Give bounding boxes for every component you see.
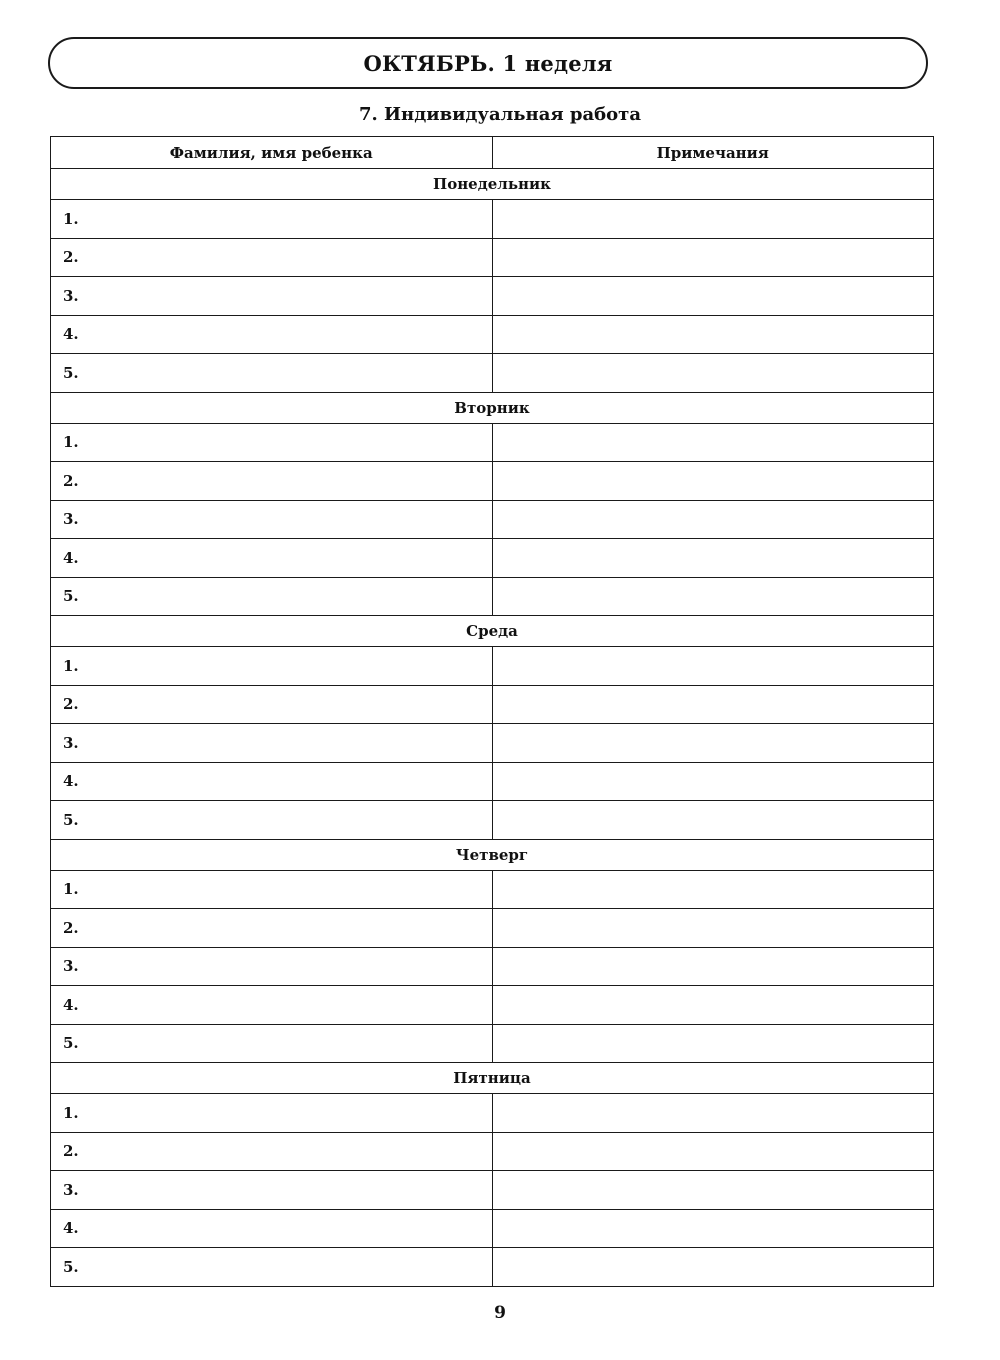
child-name-cell[interactable]: 3. bbox=[51, 1171, 493, 1210]
notes-cell[interactable] bbox=[492, 462, 934, 501]
notes-cell[interactable] bbox=[492, 315, 934, 354]
day-label: Вторник bbox=[51, 392, 934, 423]
notes-cell[interactable] bbox=[492, 870, 934, 909]
individual-work-table bbox=[50, 136, 934, 1287]
notes-cell[interactable] bbox=[492, 801, 934, 840]
child-name-cell[interactable]: 1. bbox=[51, 647, 493, 686]
notes-cell[interactable] bbox=[492, 762, 934, 801]
child-name-cell[interactable]: 1. bbox=[51, 870, 493, 909]
table-row bbox=[51, 724, 934, 763]
notes-cell[interactable] bbox=[492, 1209, 934, 1248]
table-row bbox=[51, 1094, 934, 1133]
notes-cell[interactable] bbox=[492, 724, 934, 763]
notes-cell[interactable] bbox=[492, 685, 934, 724]
child-name-cell[interactable]: 4. bbox=[51, 315, 493, 354]
table-row bbox=[51, 986, 934, 1025]
notes-cell[interactable] bbox=[492, 1132, 934, 1171]
child-name-cell[interactable]: 3. bbox=[51, 947, 493, 986]
table-row bbox=[51, 947, 934, 986]
notes-cell[interactable] bbox=[492, 500, 934, 539]
notes-cell[interactable] bbox=[492, 986, 934, 1025]
table-row bbox=[51, 1209, 934, 1248]
child-name-cell[interactable]: 1. bbox=[51, 423, 493, 462]
child-name-cell[interactable]: 2. bbox=[51, 1132, 493, 1171]
table-row bbox=[51, 462, 934, 501]
table-row bbox=[51, 1132, 934, 1171]
table-row bbox=[51, 354, 934, 393]
column-header-notes: Примечания bbox=[492, 137, 934, 169]
table-row bbox=[51, 577, 934, 616]
notes-cell[interactable] bbox=[492, 1171, 934, 1210]
child-name-cell[interactable]: 4. bbox=[51, 986, 493, 1025]
day-label: Четверг bbox=[51, 839, 934, 870]
day-row bbox=[51, 839, 934, 870]
day-label: Пятница bbox=[51, 1063, 934, 1094]
child-name-cell[interactable]: 5. bbox=[51, 577, 493, 616]
notes-cell[interactable] bbox=[492, 277, 934, 316]
child-name-cell[interactable]: 3. bbox=[51, 500, 493, 539]
child-name-cell[interactable]: 5. bbox=[51, 801, 493, 840]
table-row bbox=[51, 1024, 934, 1063]
table-row bbox=[51, 315, 934, 354]
table-row bbox=[51, 647, 934, 686]
table-header-row bbox=[51, 137, 934, 169]
child-name-cell[interactable]: 2. bbox=[51, 238, 493, 277]
table-row bbox=[51, 685, 934, 724]
child-name-cell[interactable]: 1. bbox=[51, 200, 493, 239]
table-row bbox=[51, 238, 934, 277]
table-row bbox=[51, 277, 934, 316]
table-row bbox=[51, 762, 934, 801]
child-name-cell[interactable]: 1. bbox=[51, 1094, 493, 1133]
child-name-cell[interactable]: 2. bbox=[51, 462, 493, 501]
table-row bbox=[51, 1248, 934, 1287]
day-row bbox=[51, 392, 934, 423]
month-week-banner bbox=[48, 37, 928, 89]
notes-cell[interactable] bbox=[492, 577, 934, 616]
column-header-child-name: Фамилия, имя ребенка bbox=[51, 137, 493, 169]
child-name-cell[interactable]: 4. bbox=[51, 762, 493, 801]
table-row bbox=[51, 1171, 934, 1210]
table-row bbox=[51, 539, 934, 578]
child-name-cell[interactable]: 4. bbox=[51, 539, 493, 578]
month-week-title: ОКТЯБРЬ. 1 неделя bbox=[363, 50, 613, 76]
table-body bbox=[51, 169, 934, 1287]
child-name-cell[interactable]: 5. bbox=[51, 1248, 493, 1287]
notes-cell[interactable] bbox=[492, 1024, 934, 1063]
day-row bbox=[51, 616, 934, 647]
notes-cell[interactable] bbox=[492, 647, 934, 686]
table-row bbox=[51, 909, 934, 948]
day-row bbox=[51, 169, 934, 200]
day-row bbox=[51, 1063, 934, 1094]
notes-cell[interactable] bbox=[492, 1094, 934, 1133]
child-name-cell[interactable]: 3. bbox=[51, 724, 493, 763]
child-name-cell[interactable]: 4. bbox=[51, 1209, 493, 1248]
notes-cell[interactable] bbox=[492, 423, 934, 462]
child-name-cell[interactable]: 2. bbox=[51, 909, 493, 948]
table-row bbox=[51, 500, 934, 539]
table-row bbox=[51, 870, 934, 909]
page-number: 9 bbox=[494, 1303, 506, 1323]
notes-cell[interactable] bbox=[492, 1248, 934, 1287]
notes-cell[interactable] bbox=[492, 238, 934, 277]
notes-cell[interactable] bbox=[492, 354, 934, 393]
notes-cell[interactable] bbox=[492, 909, 934, 948]
notes-cell[interactable] bbox=[492, 539, 934, 578]
child-name-cell[interactable]: 2. bbox=[51, 685, 493, 724]
notes-cell[interactable] bbox=[492, 200, 934, 239]
child-name-cell[interactable]: 5. bbox=[51, 1024, 493, 1063]
section-title: 7. Индивидуальная работа bbox=[358, 104, 641, 125]
table-row bbox=[51, 423, 934, 462]
child-name-cell[interactable]: 3. bbox=[51, 277, 493, 316]
notes-cell[interactable] bbox=[492, 947, 934, 986]
table-row bbox=[51, 801, 934, 840]
day-label: Понедельник bbox=[51, 169, 934, 200]
day-label: Среда bbox=[51, 616, 934, 647]
child-name-cell[interactable]: 5. bbox=[51, 354, 493, 393]
table-row bbox=[51, 200, 934, 239]
